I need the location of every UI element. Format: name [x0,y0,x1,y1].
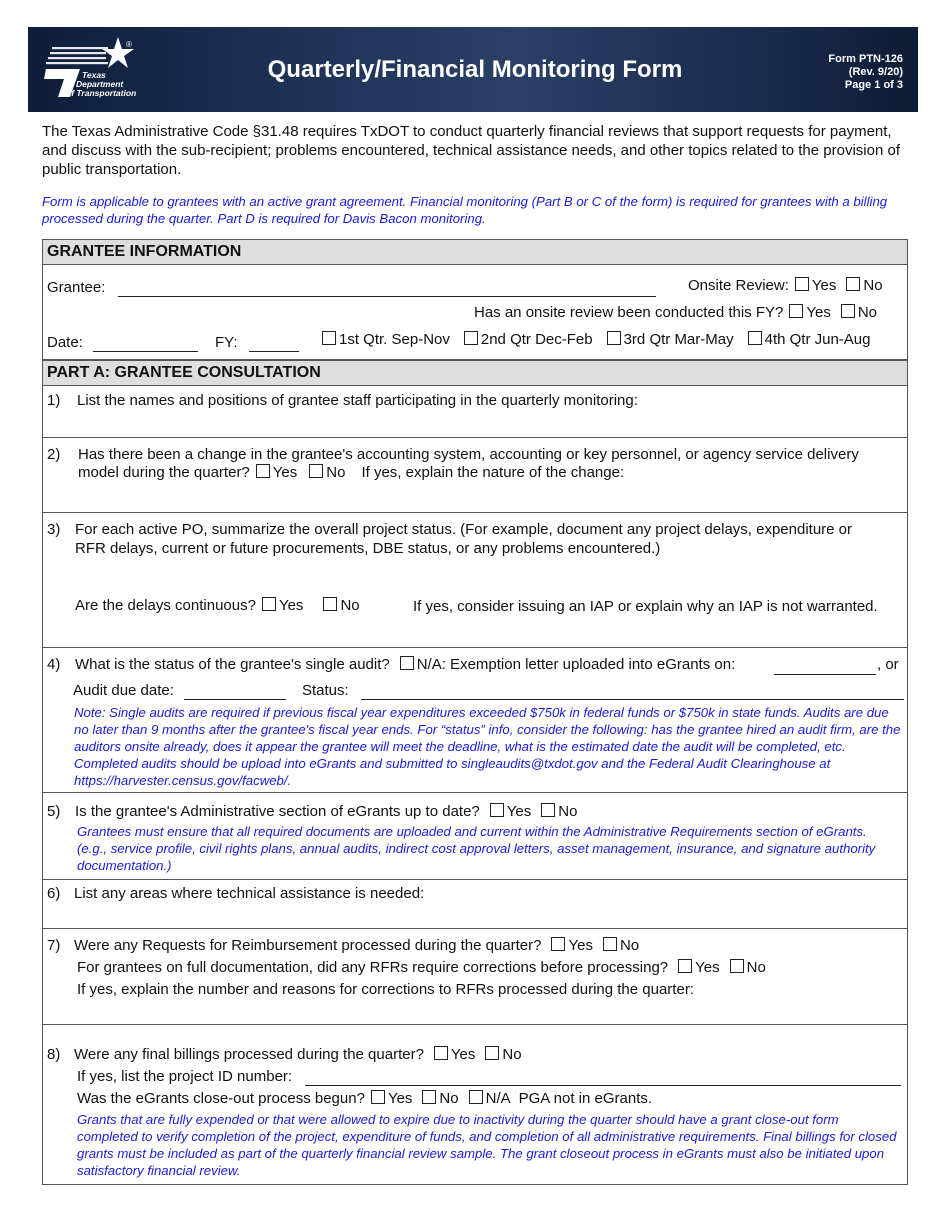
q3-label: 3rd Qtr Mar-May [623,331,734,348]
yes-label: Yes [506,803,532,820]
onsite-fy-yes-checkbox[interactable] [789,304,803,318]
q7-number: 7) [47,937,61,954]
q8-no-checkbox[interactable] [485,1046,499,1060]
q4-na-checkbox[interactable] [400,656,414,670]
q3-text: For each active PO, summarize the overall project status. (For example, document any project delays, expenditure or [75,521,853,538]
no-label: No [439,1090,459,1107]
intro-note: Form is applicable to grantees with an active grant agreement. Financial monitoring (Part B or C of the form) is required for grantees with a billing processed during the quarter. Part D is required for Davis Bacon monitoring. [42,194,888,226]
q5-text: Is the grantee's Administrative section of eGrants up to date? [75,803,480,820]
grantee-field[interactable] [118,296,656,297]
yes-label: Yes [568,937,593,954]
registered-mark: ® [126,40,132,49]
q8-note: Grants that are fully expended or that were allowed to expire due to inactivity during the quarter should have a grant close-out form completed to verify completion of the project, expenditure of funds, and completion of all administrative requirements. Final billings for closed grants must be included as part of the quarterly financial review sample. The grant closeout process in eGrants must also be initiated upon satisfactory financial review. [77,1112,897,1178]
q2-text-line2: model during the quarter? [78,464,250,481]
q8-row [74,1046,522,1063]
page-indicator: Page 1 of 3 [844,79,903,91]
q5-note: Grantees must ensure that all required documents are uploaded and current within the Administrative Requirements section of eGrants. (e.g., service profile, civil rights plans, annual audits, indirect cost approval letters, asset management, insurance, and signature authority documentation.) [77,824,876,873]
no-label: No [619,937,640,954]
no-label: No [502,1046,522,1063]
onsite-review-row [688,277,883,294]
q8-yes-checkbox[interactable] [434,1046,448,1060]
q4-checkbox[interactable] [748,331,762,345]
no-label: No [857,304,878,321]
grantee-info-heading: GRANTEE INFORMATION [42,239,908,265]
q7-yes-checkbox[interactable] [551,937,565,951]
q4-na-label: N/A: Exemption letter uploaded into eGrants on: [416,656,736,673]
q5-yes-checkbox[interactable] [490,803,504,817]
q2-checkbox[interactable] [464,331,478,345]
q4-note: Note: Single audits are required if previous fiscal year expenditures exceeded $750k in federal funds or $750k in state funds. Audits are due no later than 9 months after the grantee's fiscal year ends. For “status” info, consider the following: has the grantee hired an audit firm, are the auditors onsite already, does it appear the grantee will meet the deadline, what is the estimated date the audit will be completed, etc. Completed audits should be upload into eGrants and submitted to singleaudits@txdot.gov and the Federal Audit Clearinghouse at https://harvester.census.gov/facweb/. [74,705,901,788]
onsite-fy-label: Has an onsite review been conducted this FY? [474,304,784,321]
onsite-no-checkbox[interactable] [846,277,860,291]
logo-line-2: Department [76,79,124,89]
q8c-na-checkbox[interactable] [469,1090,483,1104]
date-field[interactable] [93,351,198,352]
fy-field[interactable] [249,351,299,352]
q8c-row [77,1090,652,1107]
quarter-row [316,331,871,348]
divider [42,647,908,648]
q6-text: List any areas where technical assistance is needed: [74,885,425,902]
q3-text-line2: RFR delays, current or future procurements, DBE status, or any problems encountered.) [75,540,661,557]
yes-label: Yes [272,464,298,481]
q8c-no-checkbox[interactable] [422,1090,436,1104]
no-label: No [340,597,360,614]
audit-due-label: Audit due date: [73,682,174,699]
q3-tail: If yes, consider issuing an IAP or explain why an IAP is not warranted. [413,598,878,615]
q3-checkbox[interactable] [607,331,621,345]
q8c-yes-checkbox[interactable] [371,1090,385,1104]
divider [42,879,908,880]
divider [42,1024,908,1025]
q4-text: What is the status of the grantee's single audit? [75,656,390,673]
q2-number: 2) [47,446,61,463]
form-revision: (Rev. 9/20) [848,66,903,78]
q5-no-checkbox[interactable] [541,803,555,817]
q3-delays-label: Are the delays continuous? [75,597,256,614]
q7b-no-checkbox[interactable] [730,959,744,973]
logo-line-1: Texas [82,70,106,80]
form-number: Form PTN-126 [828,53,903,65]
intro-paragraph: The Texas Administrative Code §31.48 requires TxDOT to conduct quarterly financial reviews that support requests for payment, and discuss with the sub-recipient; problems encountered, technical assistance needs, and other topics related to the provision of public transportation. [42,123,900,178]
q4-or: , or [877,656,899,673]
audit-due-field[interactable] [184,699,286,700]
q3-yes-checkbox[interactable] [262,597,276,611]
q7b-text: For grantees on full documentation, did any RFRs require corrections before processing? [77,959,669,976]
q2-text: Has there been a change in the grantee's accounting system, accounting or key personnel, or agency service delivery [78,446,859,463]
yes-label: Yes [278,597,304,614]
q4-number: 4) [47,656,61,673]
pga-note: PGA not in eGrants. [518,1090,653,1107]
onsite-fy-no-checkbox[interactable] [841,304,855,318]
date-label: Date: [47,334,83,351]
project-id-field[interactable] [305,1085,901,1086]
no-label: No [863,277,883,294]
q2-yes-checkbox[interactable] [256,464,270,478]
q7c-text: If yes, explain the number and reasons for corrections to RFRs processed during the quarter: [77,981,694,998]
no-label: No [326,464,346,481]
q4-label: 4th Qtr Jun-Aug [764,331,871,348]
q7-text: Were any Requests for Reimbursement processed during the quarter? [74,937,542,954]
yes-label: Yes [811,277,837,294]
no-label: No [558,803,578,820]
q2-tail: If yes, explain the nature of the change: [361,464,625,481]
q2-no-checkbox[interactable] [309,464,323,478]
q7b-yes-checkbox[interactable] [678,959,692,973]
q3-no-checkbox[interactable] [323,597,337,611]
divider [42,437,908,438]
onsite-review-label: Onsite Review: [688,277,789,294]
fy-label: FY: [215,334,238,351]
q2-label: 2nd Qtr Dec-Feb [480,331,593,348]
q8-text: Were any final billings processed during the quarter? [74,1046,424,1063]
divider [42,928,908,929]
q3-number: 3) [47,521,61,538]
q1-checkbox[interactable] [322,331,336,345]
q7-no-checkbox[interactable] [603,937,617,951]
na-label: N/A [485,1090,511,1107]
q1-label: 1st Qtr. Sep-Nov [339,331,450,348]
yes-label: Yes [450,1046,476,1063]
divider [42,512,908,513]
form-info [828,53,903,92]
q7-row [74,937,639,954]
onsite-fy-row [474,304,877,321]
logo-line-3: of Transportation [66,88,137,98]
part-a-heading: PART A: GRANTEE CONSULTATION [42,360,908,386]
yes-label: Yes [387,1090,413,1107]
status-label: Status: [302,682,349,699]
q1-number: 1) [47,392,61,409]
q6-number: 6) [47,885,61,902]
exemption-date-field[interactable] [774,674,876,675]
q2-row [78,464,624,481]
yes-label: Yes [806,304,831,321]
status-field[interactable] [361,699,904,700]
grantee-label: Grantee: [47,279,106,296]
q5-row [75,803,577,820]
yes-label: Yes [695,959,720,976]
divider [42,792,908,793]
q8c-text: Was the eGrants close-out process begun? [77,1090,365,1107]
q4-row [75,656,735,673]
onsite-yes-checkbox[interactable] [795,277,809,291]
q8b-text: If yes, list the project ID number: [77,1068,293,1085]
q8-number: 8) [47,1046,61,1063]
q5-number: 5) [47,803,61,820]
q7b-row [77,959,766,976]
q3-delays-row [75,597,360,614]
q1-text: List the names and positions of grantee staff participating in the quarterly monitoring: [77,392,638,409]
no-label: No [746,959,766,976]
form-title: Quarterly/Financial Monitoring Form [267,56,683,83]
